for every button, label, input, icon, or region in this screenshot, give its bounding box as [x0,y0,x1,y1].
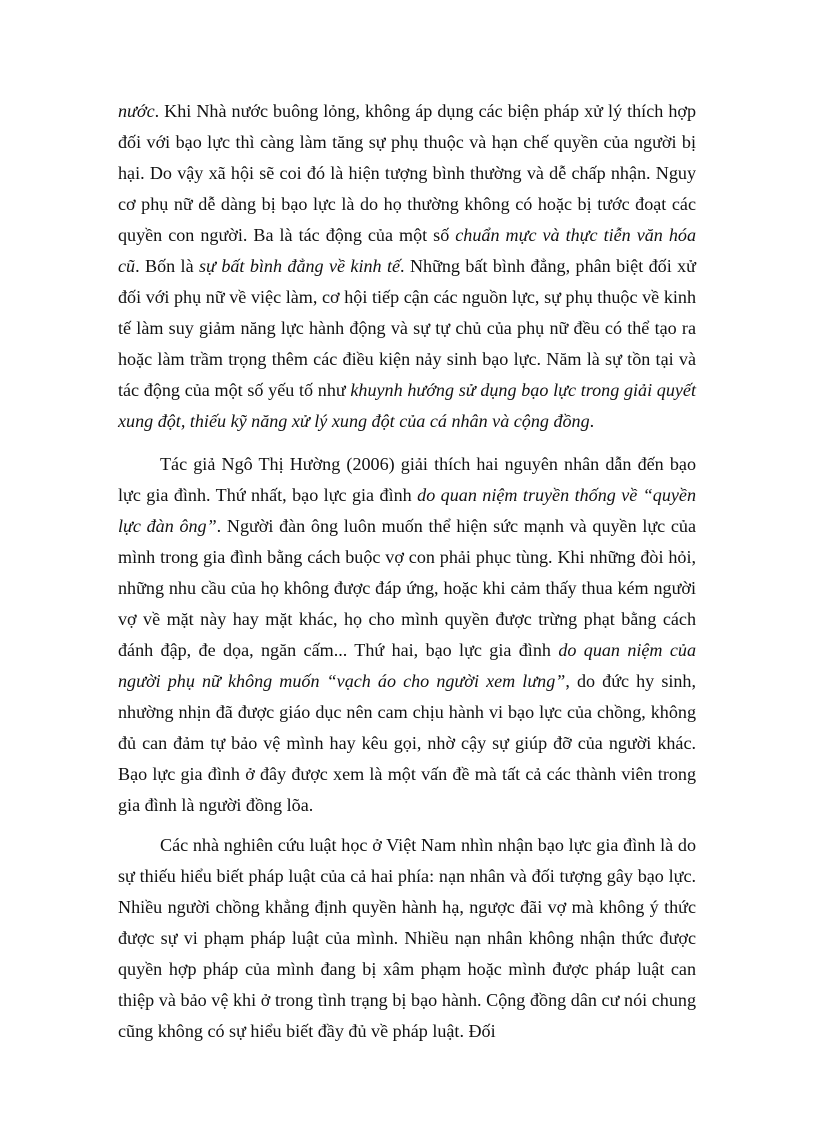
text-segment: Các nhà nghiên cứu luật học ở Việt Nam nhìn nhận bạo lực gia đình là do sự thiếu hiểu biết pháp luật của cả hai phía: nạn nhân và đối tượng gây bạo lực. Nhiều người chồng khẳng định quyền hành hạ, ngược đãi vợ mà không ý thức được sự vi phạm pháp luật của mình. Nhiều nạn nhân không nhận thức được quyền hợp pháp của mình đang bị xâm phạm hoặc mình được pháp luật can thiệp và bảo vệ khi ở trong tình trạng bị bạo hành. Cộng đồng dân cư nói chung cũng không có sự hiểu biết đầy đủ về pháp luật. Đối [118,835,696,1041]
text-segment: . Khi Nhà nước buông lỏng, không áp dụng các biện pháp xử lý thích hợp đối với bạo lực thì càng làm tăng sự phụ thuộc và hạn chế quyền của người bị hại. Do vậy xã hội sẽ coi đó là hiện tượng bình thường và dễ chấp nhận. Nguy cơ phụ nữ dễ dàng bị bạo lực là do họ thường không có hoặc bị tước đoạt các quyền con người. Ba là tác động của một số [118,101,696,245]
paragraph-3 [118,830,696,1047]
text-segment: . Bốn là [135,256,200,276]
text-segment: khuynh hướng sử dụng bạo lực trong giải quyết xung đột, thiếu kỹ năng xử lý xung đột của cá nhân và cộng đồng [118,380,696,431]
text-segment: do quan niệm của người phụ nữ không muốn “vạch áo cho người xem lưng” [118,640,696,691]
paragraph-2 [118,449,696,821]
text-segment: chuẩn mực và thực tiễn văn hóa cũ [118,225,696,276]
document-page [118,96,696,1047]
text-segment: sự bất bình đẳng về kinh tế [199,256,401,276]
text-segment: Tác giả Ngô Thị Hường (2006) giải thích hai nguyên nhân dẫn đến bạo lực gia đình. Thứ nhất, bạo lực gia đình [118,454,696,505]
text-segment: . Những bất bình đẳng, phân biệt đối xử đối với phụ nữ về việc làm, cơ hội tiếp cận các nguồn lực, sự phụ thuộc về kinh tế làm suy giảm năng lực hành động và sự tự chủ của phụ nữ đều có thể tạo ra hoặc làm trầm trọng thêm các điều kiện nảy sinh bạo lực. Năm là sự tồn tại và tác động của một số yếu tố như [118,256,696,400]
text-segment: nước [118,101,155,121]
text-segment: . Người đàn ông luôn muốn thể hiện sức mạnh và quyền lực của mình trong gia đình bằng cách buộc vợ con phải phục tùng. Khi những đòi hỏi, những nhu cầu của họ không được đáp ứng, hoặc khi cảm thấy thua kém người vợ về mặt này hay mặt khác, họ cho mình quyền được trừng phạt bằng cách đánh đập, đe dọa, ngăn cấm... Thứ hai, bạo lực gia đình [118,516,696,660]
text-segment: , do đức hy sinh, nhường nhịn đã được giáo dục nên cam chịu hành vi bạo lực của chồng, không đủ can đảm tự bảo vệ mình hay kêu gọi, nhờ cậy sự giúp đỡ của người khác. Bạo lực gia đình ở đây được xem là một vấn đề mà tất cả các thành viên trong gia đình là người đồng lõa. [118,671,697,815]
text-segment: do quan niệm truyền thống về “quyền lực đàn ông” [118,485,696,536]
text-segment: . [589,411,595,431]
paragraph-1 [118,96,696,437]
